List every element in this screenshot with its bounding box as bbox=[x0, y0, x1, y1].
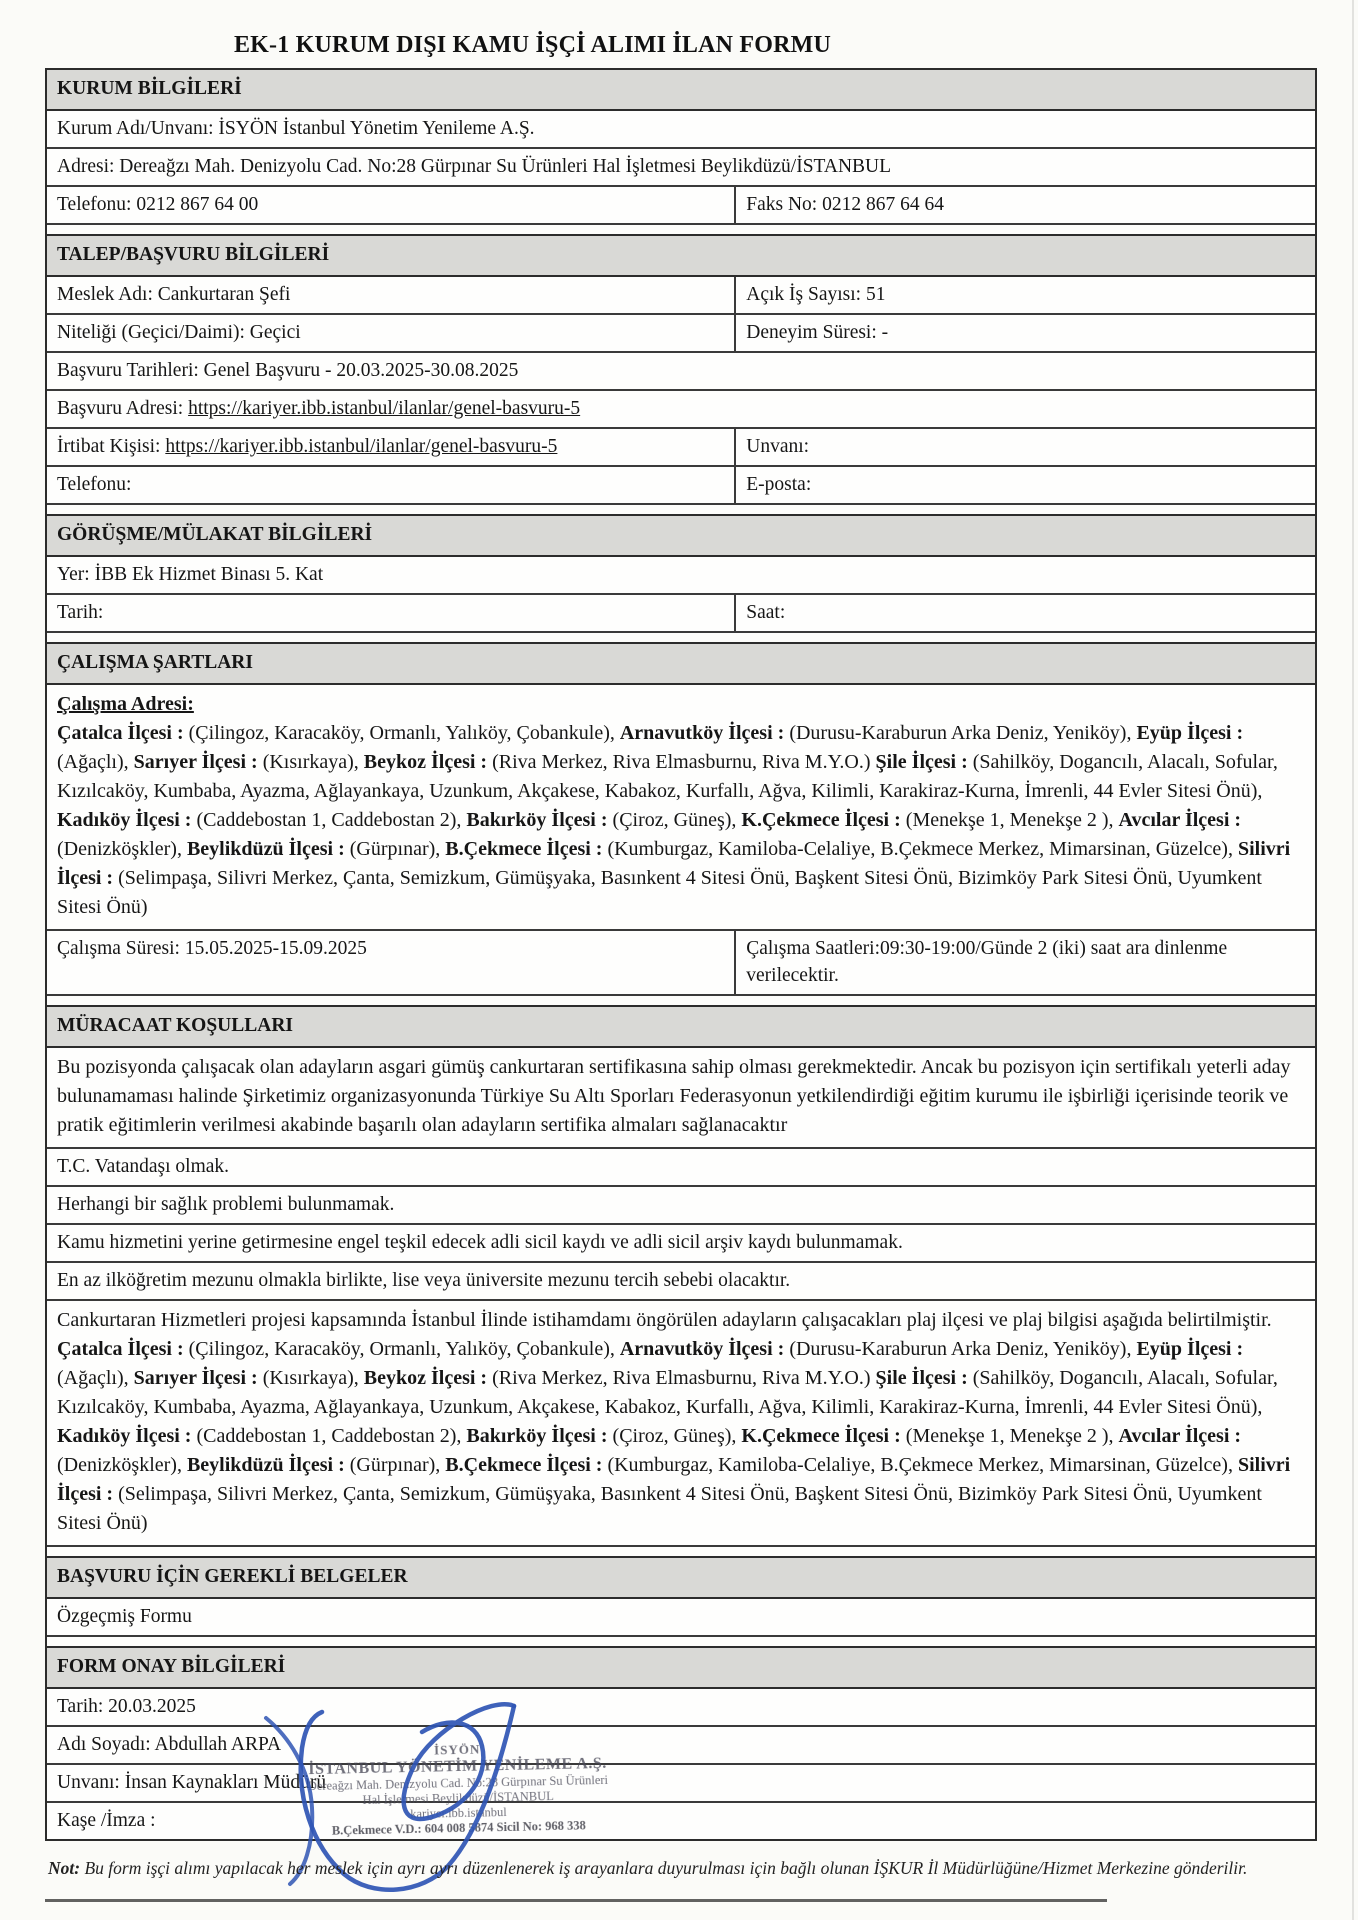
page-title: EK-1 KURUM DIŞI KAMU İŞÇİ ALIMI İLAN FORMU bbox=[233, 32, 832, 58]
kurum-adresi-field: Adresi: Dereağzı Mah. Denizyolu Cad. No:28 Gürpınar Su Ürünleri Hal İşletmesi Beylikdüzü/İSTANBUL bbox=[57, 156, 892, 177]
kurum-telefon-field: Telefonu: 0212 867 64 00 bbox=[57, 194, 259, 215]
section-gap bbox=[47, 1637, 1315, 1646]
row-onay-ad bbox=[47, 1727, 1315, 1765]
stamp-line: Hal İşletmesi Beylikdüzü/İSTANBUL bbox=[362, 1788, 554, 1808]
row-nitelik-deneyim bbox=[47, 315, 1315, 353]
section-header-calisma-sartlari: ÇALIŞMA ŞARTLARI bbox=[47, 642, 1315, 685]
row-meslek-acikis bbox=[47, 277, 1315, 315]
basvuru-adresi-label: Başvuru Adresi: bbox=[57, 398, 189, 419]
stamp-line: kariyer.ibb.istanbul bbox=[410, 1804, 507, 1822]
row-irtibat-unvan bbox=[47, 429, 1315, 467]
form-table bbox=[45, 68, 1317, 1841]
yer-field: Yer: İBB Ek Hizmet Binası 5. Kat bbox=[57, 564, 324, 585]
calisma-saatleri-field: Çalışma Saatleri:09:30-19:00/Günde 2 (iki) saat ara dinlenme verilecektir. bbox=[734, 931, 1315, 994]
irtibat-kisisi-label: İrtibat Kişisi: bbox=[57, 436, 166, 457]
row-plaj-bilgisi bbox=[47, 1301, 1315, 1547]
kosul-egitim: En az ilköğretim mezunu olmakla birlikte, lise veya üniversite mezunu tercih sebebi olacaktır. bbox=[57, 1270, 791, 1291]
stamp-line: İSYÖN bbox=[433, 1741, 481, 1758]
footer-note bbox=[48, 1856, 1313, 1881]
section-gap bbox=[47, 633, 1315, 642]
ozgecmis-formu-item: Özgeçmiş Formu bbox=[57, 1606, 192, 1627]
section-header-gorusme-mulakat: GÖRÜŞME/MÜLAKAT BİLGİLERİ bbox=[47, 514, 1315, 557]
row-basvuru-adresi bbox=[47, 391, 1315, 429]
acik-is-sayisi-field: Açık İş Sayısı: 51 bbox=[734, 277, 1315, 313]
district-list-1: Çatalca İlçesi : (Çilingoz, Karacaköy, Ormanlı, Yalıköy, Çobankule), Arnavutköy İlçesi : (Durusu-Karaburun Arka Deniz, Yeniköy), Eyüp İlçesi : (Ağaçlı), Sarıyer İlçesi : (Kısırkaya), Beykoz İlçesi : (Riva Merkez, Riva Elmasburnu, Riva M.Y.O.) Şile İlçesi : (Sahilköy, Dogancılı, Alacalı, Sofular, Kızılcaköy, Kumbaba, Ayazma, Ağlayankaya, Uzunkum, Akçakese, Kabakoz, Kurfallı, Ağva, Kilimli, Karakiraz-Kurna, İmrenli, 44 Evler Sitesi Önü), Kadıköy İlçesi : (Caddebostan 1, Caddebostan 2), Bakırköy İlçesi : (Çiroz, Güneş), K.Çekmece İlçesi : (Menekşe 1, Menekşe 2 ), Avcılar İlçesi : (Denizköşkler), Beylikdüzü İlçesi : (Gürpınar), B.Çekmece İlçesi : (Kumburgaz, Kamiloba-Celaliye, B.Çekmece Merkez, Mimarsinan, Güzelce), Silivri İlçesi : (Selimpaşa, Silivri Merkez, Çanta, Semizkum, Gümüşyaka, Basınkent 4 Sitesi Önü, Başkent Sitesi Önü, Bizimköy Park Sitesi Önü, Uyumkent Sitesi Önü) bbox=[57, 722, 1291, 918]
meslek-adi-field: Meslek Adı: Cankurtaran Şefi bbox=[57, 284, 291, 305]
calisma-suresi-field: Çalışma Süresi: 15.05.2025-15.09.2025 bbox=[57, 938, 367, 959]
section-gap bbox=[47, 996, 1315, 1005]
kosul-vatandas: T.C. Vatandaşı olmak. bbox=[57, 1156, 230, 1177]
stamp-line: Dereağzı Mah. Denizyolu Cad. No:28 Gürpınar Su Ürünleri bbox=[307, 1772, 609, 1794]
row-ozgecmis bbox=[47, 1599, 1315, 1637]
talep-telefon-field: Telefonu: bbox=[57, 474, 132, 495]
section-gap bbox=[47, 225, 1315, 234]
row-onay-tarih bbox=[47, 1689, 1315, 1727]
row-kosul-vatandas bbox=[47, 1149, 1315, 1187]
row-kurum-adi bbox=[47, 111, 1315, 149]
calisma-adresi-paragraph bbox=[47, 685, 1315, 929]
row-kosul-egitim bbox=[47, 1263, 1315, 1301]
section-header-kurum-bilgileri: KURUM BİLGİLERİ bbox=[47, 70, 1315, 111]
basvuru-adresi-field bbox=[47, 391, 1315, 427]
saat-field: Saat: bbox=[734, 595, 1315, 631]
section-gap bbox=[47, 1547, 1315, 1556]
eposta-field: E-posta: bbox=[734, 467, 1315, 503]
basvuru-adresi-link[interactable]: https://kariyer.ibb.istanbul/ilanlar/genel-basvuru-5 bbox=[188, 398, 581, 419]
row-kurum-adresi bbox=[47, 149, 1315, 187]
section-gap bbox=[47, 505, 1315, 514]
onay-ad-soyad-field: Adı Soyadı: Abdullah ARPA bbox=[57, 1734, 282, 1755]
district-list-2: Çatalca İlçesi : (Çilingoz, Karacaköy, Ormanlı, Yalıköy, Çobankule), Arnavutköy İlçesi : (Durusu-Karaburun Arka Deniz, Yeniköy), Eyüp İlçesi : (Ağaçlı), Sarıyer İlçesi : (Kısırkaya), Beykoz İlçesi : (Riva Merkez, Riva Elmasburnu, Riva M.Y.O.) Şile İlçesi : (Sahilköy, Dogancılı, Alacalı, Sofular, Kızılcaköy, Kumbaba, Ayazma, Ağlayankaya, Uzunkum, Akçakese, Kabakoz, Kurfallı, Ağva, Kilimli, Karakiraz-Kurna, İmrenli, 44 Evler Sitesi Önü), Kadıköy İlçesi : (Caddebostan 1, Caddebostan 2), Bakırköy İlçesi : (Çiroz, Güneş), K.Çekmece İlçesi : (Menekşe 1, Menekşe 2 ), Avcılar İlçesi : (Denizköşkler), Beylikdüzü İlçesi : (Gürpınar), B.Çekmece İlçesi : (Kumburgaz, Kamiloba-Celaliye, B.Çekmece Merkez, Mimarsinan, Güzelce), Silivri İlçesi : (Selimpaşa, Silivri Merkez, Çanta, Semizkum, Gümüşyaka, Basınkent 4 Sitesi Önü, Başkent Sitesi Önü, Bizimköy Park Sitesi Önü, Uyumkent Sitesi Önü) bbox=[57, 1338, 1291, 1534]
kurum-adi-field: Kurum Adı/Unvanı: İSYÖN İstanbul Yönetim Yenileme A.Ş. bbox=[57, 118, 535, 139]
row-telefon-faks bbox=[47, 187, 1315, 225]
footer-note-text: Bu form işçi alımı yapılacak her meslek için ayrı ayrı düzenlenerek iş arayanlara duyurulması için bağlı olunan İŞKUR İl Müdürlüğüne/Hizmet Merkezine gönderilir. bbox=[80, 1858, 1248, 1878]
onay-tarih-field: Tarih: 20.03.2025 bbox=[57, 1696, 196, 1717]
kosul-adli-sicil: Kamu hizmetini yerine getirmesine engel teşkil edecek adli sicil kaydı ve adli sicil arşiv kaydı bulunmamak. bbox=[57, 1232, 903, 1253]
kosul-saglik: Herhangi bir sağlık problemi bulunmamak. bbox=[57, 1194, 395, 1215]
row-kase-imza bbox=[47, 1803, 1315, 1839]
row-basvuru-tarihleri bbox=[47, 353, 1315, 391]
row-onay-unvan bbox=[47, 1765, 1315, 1803]
kurum-faks-field: Faks No: 0212 867 64 64 bbox=[734, 187, 1315, 223]
plaj-bilgisi-paragraph bbox=[47, 1301, 1315, 1545]
section-header-muracaat-kosullari: MÜRACAAT KOŞULLARI bbox=[47, 1005, 1315, 1048]
plaj-bilgisi-intro: Cankurtaran Hizmetleri projesi kapsamında İstanbul İlinde istihamdamı öngörülen adayların çalışacakları plaj ilçesi ve plaj bilgisi aşağıda belirtilmiştir. bbox=[57, 1309, 1272, 1331]
row-sertifika-paragraph bbox=[47, 1048, 1315, 1149]
unvani-field: Unvanı: bbox=[734, 429, 1315, 465]
calisma-adresi-heading: Çalışma Adresi: bbox=[57, 693, 194, 715]
sertifika-paragraph: Bu pozisyonda çalışacak olan adayların asgari gümüş cankurtaran sertifikasına sahip olması gerekmektedir. Ancak bu pozisyon için sertifikalı yeterli aday bulunamaması halinde Şirketimiz organizasyonunda Türkiye Su Altı Sporları Federasyonun yetkilendirdiği eğitim kurumu ile işbirliği içerisinde teorik ve pratik eğitimlerin verilmesi akabinde başarılı olan adayların sertifika almaları sağlanacaktır bbox=[57, 1056, 1291, 1136]
row-tarih-saat bbox=[47, 595, 1315, 633]
stamp-line: B.Çekmece V.D.: 604 008 5874 Sicil No: 968 338 bbox=[331, 1818, 586, 1838]
tarih-field: Tarih: bbox=[57, 602, 104, 623]
nitelik-field: Niteliği (Geçici/Daimi): Geçici bbox=[57, 322, 301, 343]
row-kosul-adli-sicil bbox=[47, 1225, 1315, 1263]
row-calisma-adresi bbox=[47, 685, 1315, 931]
scan-artifact-line bbox=[45, 1899, 1107, 1902]
row-sure-saatler bbox=[47, 931, 1315, 996]
section-header-talep-basvuru: TALEP/BAŞVURU BİLGİLERİ bbox=[47, 234, 1315, 277]
section-header-form-onay: FORM ONAY BİLGİLERİ bbox=[47, 1646, 1315, 1689]
deneyim-suresi-field: Deneyim Süresi: - bbox=[734, 315, 1315, 351]
kase-imza-field: Kaşe /İmza : bbox=[57, 1810, 156, 1831]
onay-unvan-field: Unvanı: İnsan Kaynakları Müdürü bbox=[57, 1772, 327, 1793]
irtibat-kisisi-field bbox=[47, 429, 734, 465]
footer-note-label: Not: bbox=[48, 1858, 81, 1878]
row-yer bbox=[47, 557, 1315, 595]
scan-artifact-edge bbox=[1352, 0, 1354, 1920]
irtibat-kisisi-link[interactable]: https://kariyer.ibb.istanbul/ilanlar/genel-basvuru-5 bbox=[165, 436, 558, 457]
row-kosul-saglik bbox=[47, 1187, 1315, 1225]
section-header-gerekli-belgeler: BAŞVURU İÇİN GEREKLİ BELGELER bbox=[47, 1556, 1315, 1599]
basvuru-tarihleri-field: Başvuru Tarihleri: Genel Başvuru - 20.03.2025-30.08.2025 bbox=[57, 360, 519, 381]
row-telefon-eposta bbox=[47, 467, 1315, 505]
stamp-line: İSTANBUL YÖNETİM YENİLEME A.Ş. bbox=[308, 1754, 607, 1779]
